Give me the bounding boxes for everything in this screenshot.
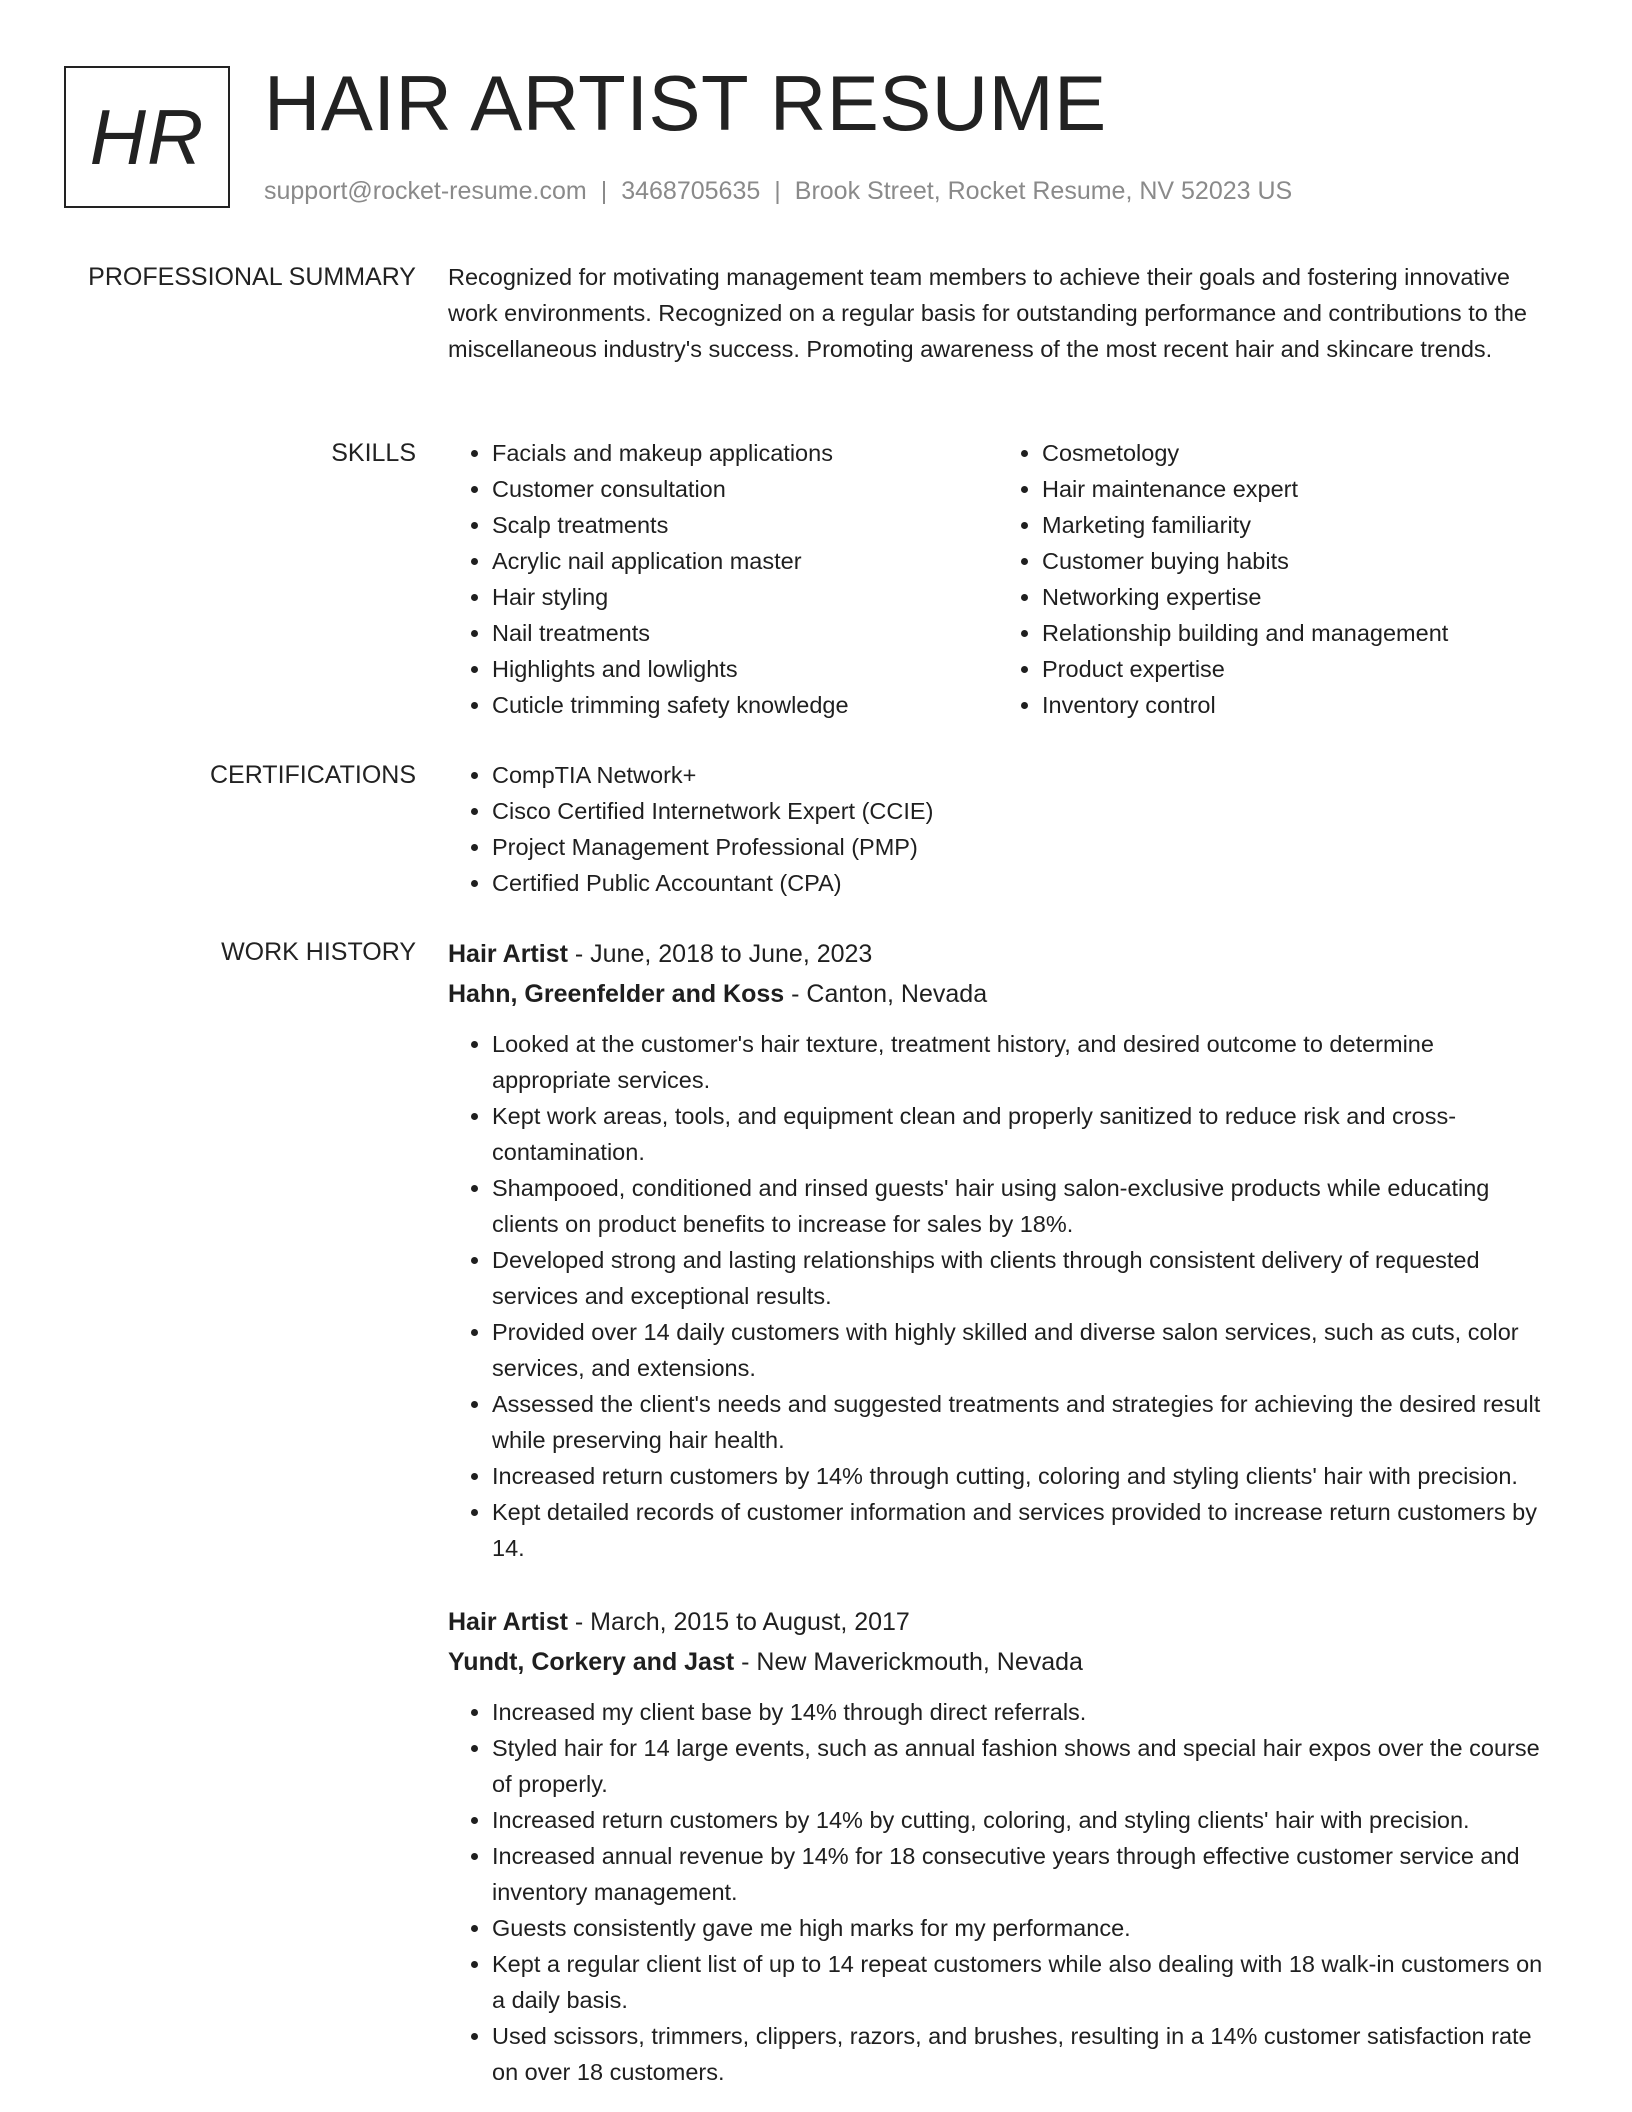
list-item: • Nail treatments <box>492 615 998 651</box>
certifications-list <box>448 757 1558 901</box>
job-dates: - June, 2018 to June, 2023 <box>567 940 873 968</box>
list-item: • Facials and makeup applications <box>492 435 998 471</box>
list-item: • Increased return customers by 14% by cutting, coloring, and styling clients' hair with precision. <box>492 1802 1558 1838</box>
list-item: • Shampooed, conditioned and rinsed guests' hair using salon-exclusive products while educating clients on product benefits to increase for sales by 18%. <box>492 1170 1558 1242</box>
job-title-line <box>448 1602 1558 1642</box>
list-item: • Product expertise <box>1042 651 1548 687</box>
list-item: • Looked at the customer's hair texture, treatment history, and desired outcome to determine appropriate services. <box>492 1026 1558 1098</box>
summary-label: PROFESSIONAL SUMMARY <box>88 263 416 291</box>
certifications-body <box>448 757 1558 901</box>
list-item: • Cuticle trimming safety knowledge <box>492 687 998 723</box>
contact-email: support@rocket-resume.com <box>264 177 587 205</box>
list-item: • Scalp treatments <box>492 507 998 543</box>
list-item: • Highlights and lowlights <box>492 651 998 687</box>
contact-phone: 3468705635 <box>621 177 761 205</box>
job-company: Hahn, Greenfelder and Koss <box>448 980 785 1008</box>
list-item: • Increased annual revenue by 14% for 18 consecutive years through effective customer service and inventory management. <box>492 1838 1558 1910</box>
skills-label: SKILLS <box>331 439 416 467</box>
list-item: • Cosmetology <box>1042 435 1548 471</box>
list-item: • Kept work areas, tools, and equipment clean and properly sanitized to reduce risk and cross-contamination. <box>492 1098 1558 1170</box>
monogram-logo: HR <box>64 66 230 208</box>
list-item: • Styled hair for 14 large events, such as annual fashion shows and special hair expos over the course of properly. <box>492 1730 1558 1802</box>
job-dates: - March, 2015 to August, 2017 <box>567 1608 910 1636</box>
list-item: • Guests consistently gave me high marks for my performance. <box>492 1910 1558 1946</box>
list-item: • Marketing familiarity <box>1042 507 1548 543</box>
job-bullets <box>448 1026 1558 1566</box>
list-item: • Hair styling <box>492 579 998 615</box>
list-item: • Provided over 14 daily customers with highly skilled and diverse salon services, such as cuts, color services, and extensions. <box>492 1314 1558 1386</box>
list-item: • Kept detailed records of customer information and services provided to increase return customers by 14. <box>492 1494 1558 1566</box>
contact-separator: | <box>600 177 608 205</box>
list-item: • Increased return customers by 14% through cutting, coloring and styling clients' hair with precision. <box>492 1458 1558 1494</box>
job-location: - Canton, Nevada <box>784 980 988 1008</box>
job-location: - New Maverickmouth, Nevada <box>734 1648 1083 1676</box>
skills-list-left <box>448 435 998 723</box>
certifications-label: CERTIFICATIONS <box>209 761 416 789</box>
work-history-label: WORK HISTORY <box>221 938 416 966</box>
list-item: • Kept a regular client list of up to 14 repeat customers while also dealing with 18 walk-in customers on a daily basis. <box>492 1946 1558 2018</box>
list-item: • Customer consultation <box>492 471 998 507</box>
job-entry <box>448 934 1558 1566</box>
job-title: Hair Artist <box>448 1608 568 1636</box>
contact-separator: | <box>774 177 781 205</box>
work-history-body <box>448 934 1558 2090</box>
contact-address: Brook Street, Rocket Resume, NV 52023 US <box>794 177 1293 205</box>
skills-column-right <box>998 435 1548 723</box>
skills-column-left <box>448 435 998 723</box>
summary-body <box>448 259 1558 367</box>
skills-columns <box>448 435 1558 723</box>
list-item: • Cisco Certified Internetwork Expert (CCIE) <box>492 793 1558 829</box>
job-entry <box>448 1602 1558 2090</box>
list-item: • Increased my client base by 14% through direct referrals. <box>492 1694 1558 1730</box>
list-item: • Assessed the client's needs and suggested treatments and strategies for achieving the desired result while preserving hair health. <box>492 1386 1558 1458</box>
job-title-line <box>448 934 1558 974</box>
skills-body <box>448 435 1558 723</box>
list-item: • Relationship building and management <box>1042 615 1548 651</box>
list-item: • CompTIA Network+ <box>492 757 1558 793</box>
contact-line <box>264 176 1292 206</box>
list-item: • Acrylic nail application master <box>492 543 998 579</box>
list-item: • Inventory control <box>1042 687 1548 723</box>
job-bullets <box>448 1694 1558 2090</box>
list-item: • Certified Public Accountant (CPA) <box>492 865 1558 901</box>
list-item: • Networking expertise <box>1042 579 1548 615</box>
job-title: Hair Artist <box>448 940 568 968</box>
list-item: • Customer buying habits <box>1042 543 1548 579</box>
list-item: • Developed strong and lasting relationships with clients through consistent delivery of requested services and exceptional results. <box>492 1242 1558 1314</box>
list-item: • Used scissors, trimmers, clippers, razors, and brushes, resulting in a 14% customer satisfaction rate on over 18 customers. <box>492 2018 1558 2090</box>
job-company: Yundt, Corkery and Jast <box>448 1648 735 1676</box>
job-company-line <box>448 1642 1558 1682</box>
list-item: • Hair maintenance expert <box>1042 471 1548 507</box>
page-title: HAIR ARTIST RESUME <box>264 59 1107 147</box>
job-company-line <box>448 974 1558 1014</box>
list-item: • Project Management Professional (PMP) <box>492 829 1558 865</box>
summary-text: Recognized for motivating management team members to achieve their goals and fostering innovative work environments. Recognized on a regular basis for outstanding performance and contributions to the miscellaneous industry's success. Promoting awareness of the most recent hair and skincare trends. <box>448 264 1528 362</box>
skills-list-right <box>998 435 1548 723</box>
